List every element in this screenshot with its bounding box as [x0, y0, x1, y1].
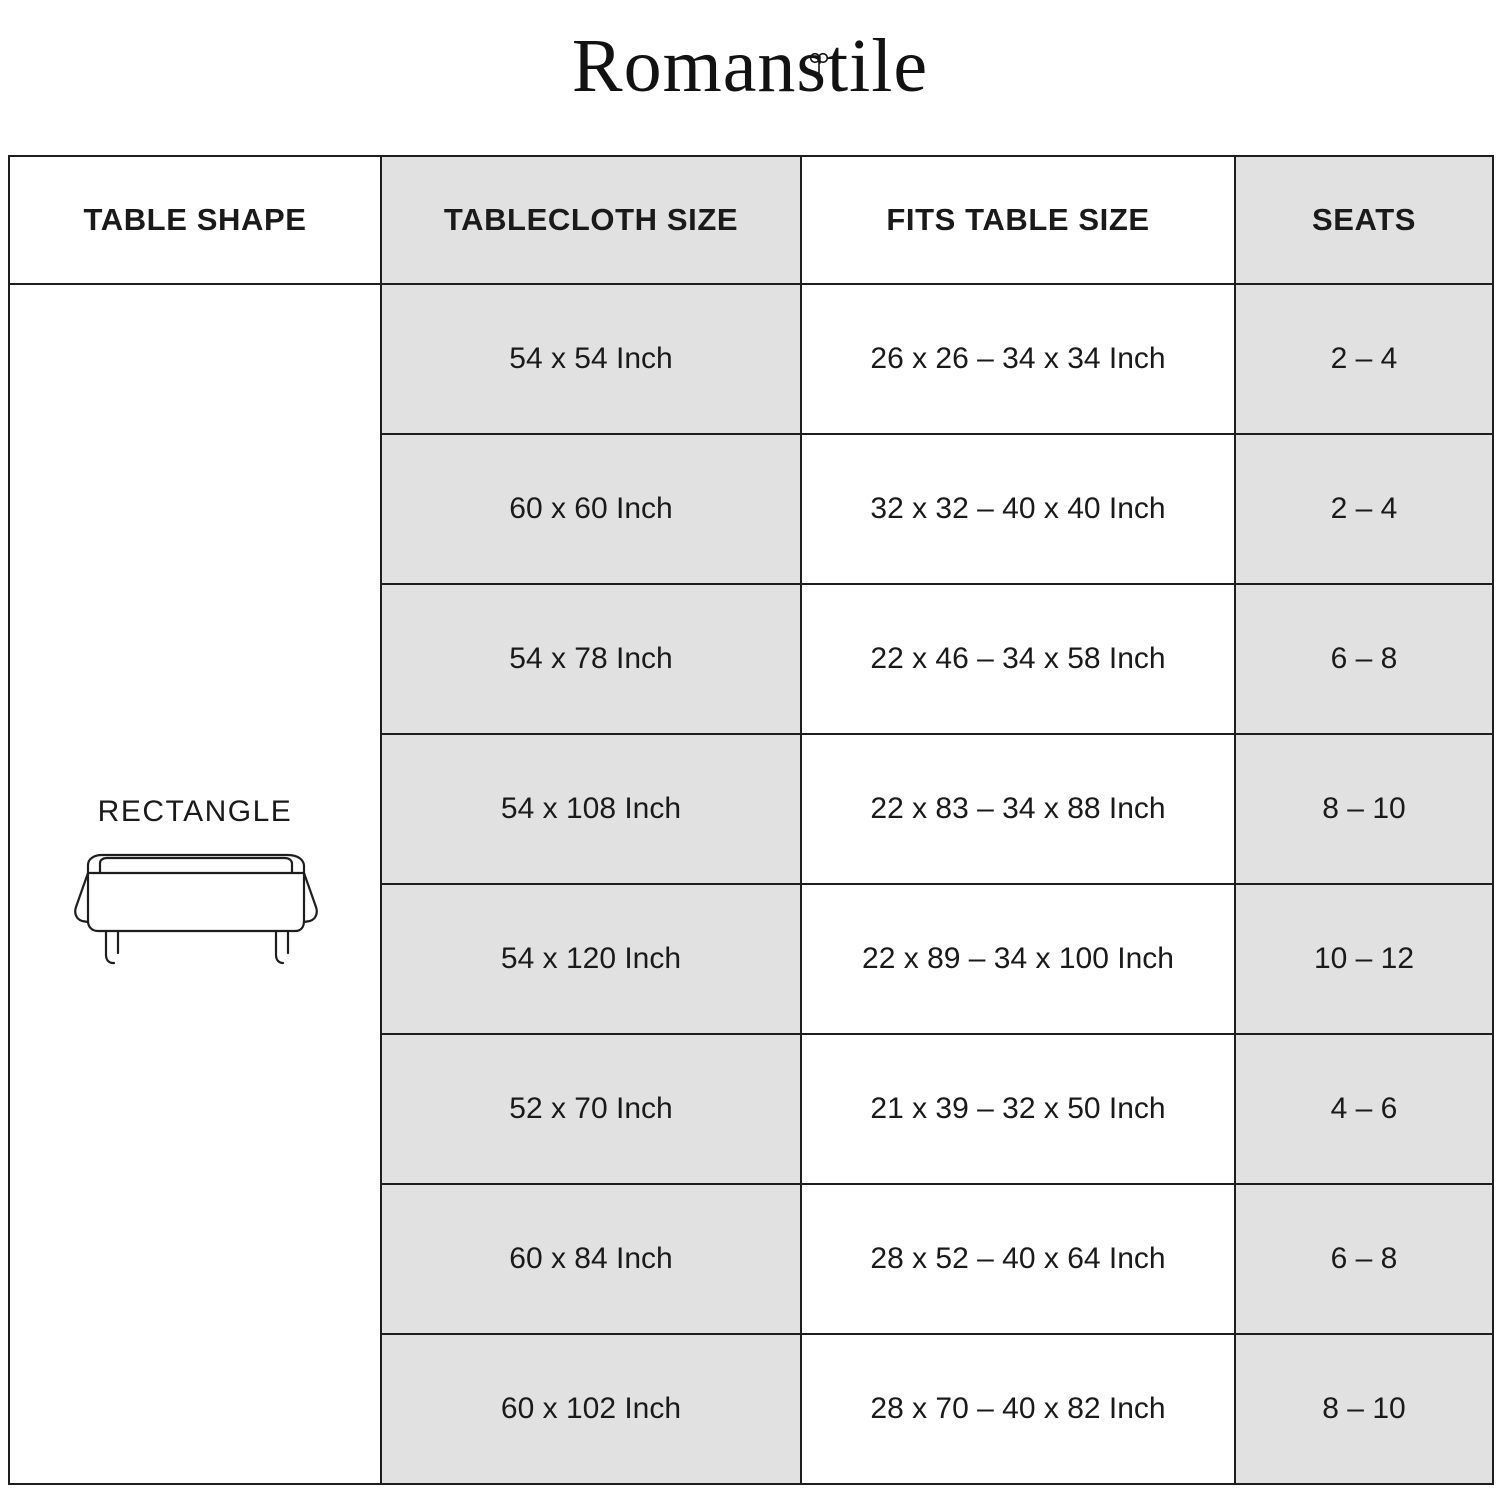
cell-fits-table-size: 26 x 26 – 34 x 34 Inch — [801, 284, 1235, 434]
table-header-row — [9, 156, 1493, 284]
brand-wordmark — [0, 24, 1500, 108]
cell-tablecloth-size: 54 x 54 Inch — [381, 284, 801, 434]
cell-seats: 10 – 12 — [1235, 884, 1493, 1034]
cell-fits-table-size: 28 x 70 – 40 x 82 Inch — [801, 1334, 1235, 1484]
cell-tablecloth-size: 54 x 108 Inch — [381, 734, 801, 884]
table-row — [9, 284, 1493, 434]
column-header-fits-table-size: FITS TABLE SIZE — [801, 156, 1235, 284]
tablecloth-size-table — [8, 155, 1494, 1485]
cell-tablecloth-size: 60 x 84 Inch — [381, 1184, 801, 1334]
cell-seats: 6 – 8 — [1235, 1184, 1493, 1334]
cell-seats: 8 – 10 — [1235, 734, 1493, 884]
rectangle-tablecloth-illustration — [70, 843, 320, 973]
cell-seats: 4 – 6 — [1235, 1034, 1493, 1184]
cell-seats: 2 – 4 — [1235, 284, 1493, 434]
column-header-table-shape: TABLE SHAPE — [9, 156, 381, 284]
cell-seats: 2 – 4 — [1235, 434, 1493, 584]
cell-seats: 8 – 10 — [1235, 1334, 1493, 1484]
cell-tablecloth-size: 60 x 60 Inch — [381, 434, 801, 584]
brand-name: Romanstile — [571, 24, 929, 108]
column-header-seats: SEATS — [1235, 156, 1493, 284]
cell-fits-table-size: 22 x 89 – 34 x 100 Inch — [801, 884, 1235, 1034]
cell-fits-table-size: 21 x 39 – 32 x 50 Inch — [801, 1034, 1235, 1184]
cell-fits-table-size: 28 x 52 – 40 x 64 Inch — [801, 1184, 1235, 1334]
cell-tablecloth-size: 54 x 120 Inch — [381, 884, 801, 1034]
cell-tablecloth-size: 54 x 78 Inch — [381, 584, 801, 734]
cell-fits-table-size: 22 x 83 – 34 x 88 Inch — [801, 734, 1235, 884]
cell-fits-table-size: 22 x 46 – 34 x 58 Inch — [801, 584, 1235, 734]
shape-label: RECTANGLE — [97, 795, 293, 828]
cell-fits-table-size: 32 x 32 – 40 x 40 Inch — [801, 434, 1235, 584]
cell-tablecloth-size: 52 x 70 Inch — [381, 1034, 801, 1184]
cell-seats: 6 – 8 — [1235, 584, 1493, 734]
shape-cell-rectangle — [9, 284, 381, 1484]
column-header-tablecloth-size: TABLECLOTH SIZE — [381, 156, 801, 284]
cell-tablecloth-size: 60 x 102 Inch — [381, 1334, 801, 1484]
flower-icon — [806, 14, 832, 40]
